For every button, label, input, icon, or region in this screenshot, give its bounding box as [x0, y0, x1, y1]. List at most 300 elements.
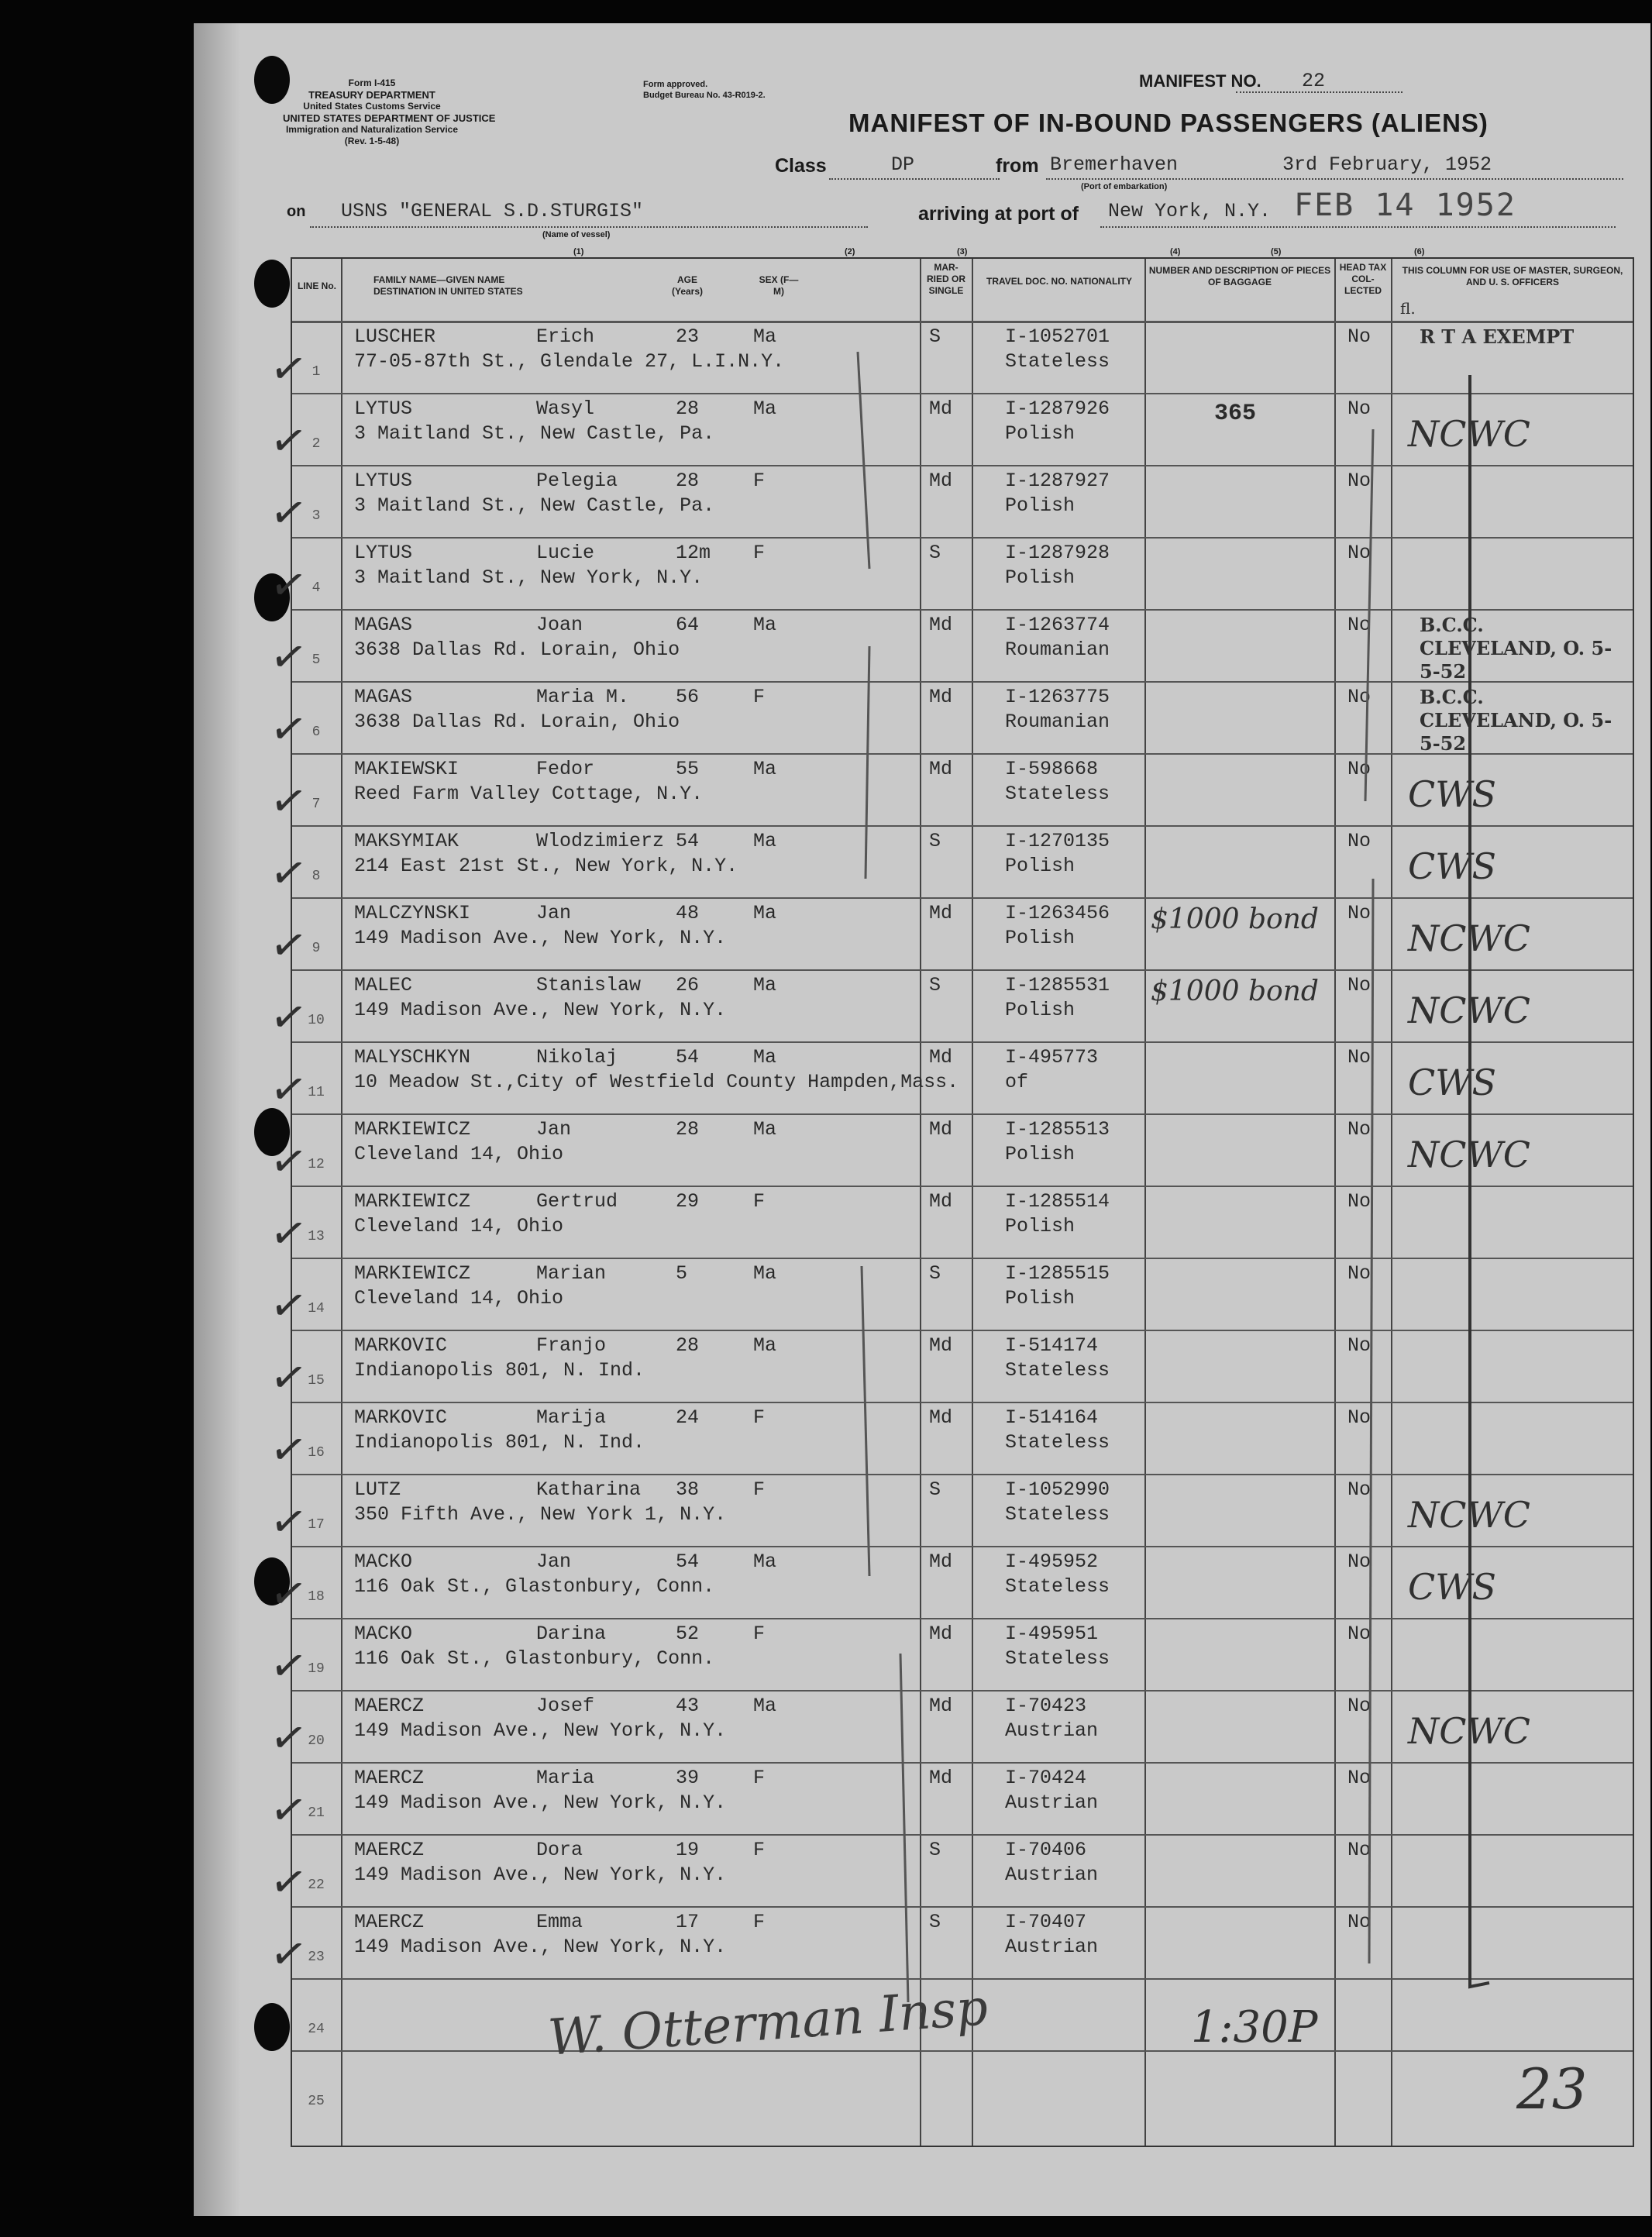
- nationality: Polish: [1005, 1143, 1076, 1165]
- row-divider: [292, 1978, 1633, 1980]
- sex: Ma: [753, 1550, 777, 1573]
- travel-doc-no: I-1287928: [1005, 542, 1110, 564]
- family-name: MACKO: [354, 1623, 413, 1645]
- line-number: 20: [308, 1733, 325, 1749]
- line-number: 1: [311, 364, 321, 380]
- table-row: [266, 825, 1633, 902]
- given-name: Jan: [536, 1550, 572, 1573]
- head-tax: No: [1347, 1262, 1372, 1285]
- line-number: 7: [311, 797, 321, 812]
- nationality: Stateless: [1005, 783, 1110, 805]
- family-name: LUSCHER: [354, 325, 436, 348]
- destination: 149 Madison Ave., New York, N.Y.: [354, 1864, 727, 1886]
- given-name: Darina: [536, 1623, 607, 1645]
- nationality: Stateless: [1005, 1647, 1110, 1670]
- head-tax: No: [1347, 686, 1372, 708]
- vessel-prefix: on: [287, 203, 306, 220]
- travel-doc-no: I-70423: [1005, 1695, 1087, 1717]
- check-mark-icon: ✓: [266, 1422, 311, 1478]
- sex: Ma: [753, 397, 777, 420]
- check-mark-icon: ✓: [266, 989, 311, 1046]
- row-divider: [292, 681, 1633, 683]
- from-line: [1046, 178, 1623, 180]
- marital-status: S: [929, 1262, 941, 1285]
- row-divider: [292, 537, 1633, 539]
- check-mark-icon: ✓: [266, 341, 311, 397]
- travel-doc-no: I-1052701: [1005, 325, 1110, 348]
- family-name: MAGAS: [354, 614, 413, 636]
- arriving-label: arriving at port of: [918, 203, 1079, 225]
- head-tax: No: [1347, 1118, 1372, 1141]
- marital-status: Md: [929, 1623, 953, 1645]
- sex: F: [753, 1623, 766, 1645]
- nationality: Austrian: [1005, 1791, 1099, 1814]
- line-number: 17: [308, 1517, 325, 1533]
- head-tax: No: [1347, 542, 1372, 564]
- head-tax: No: [1347, 902, 1372, 924]
- check-mark-icon: ✓: [266, 413, 311, 470]
- check-mark-icon: ✓: [266, 773, 311, 830]
- destination: 77-05-87th St., Glendale 27, L.I.N.Y.: [354, 350, 785, 373]
- col-num-4: (4): [1170, 247, 1181, 256]
- nationality: Stateless: [1005, 1575, 1110, 1598]
- travel-doc-no: I-1270135: [1005, 830, 1110, 852]
- given-name: Wasyl: [536, 397, 595, 420]
- nationality: Polish: [1005, 1287, 1076, 1310]
- line-number: 16: [308, 1445, 325, 1461]
- row-divider: [292, 1546, 1633, 1547]
- form-number: Form I-415: [348, 77, 396, 88]
- marital-status: Md: [929, 902, 953, 924]
- destination: 3638 Dallas Rd. Lorain, Ohio: [354, 638, 680, 661]
- given-name: Dora: [536, 1839, 583, 1861]
- row-divider: [292, 609, 1633, 611]
- passenger-table: [266, 257, 1634, 2147]
- vessel-name: USNS "GENERAL S.D.STURGIS": [341, 200, 644, 222]
- travel-doc-no: I-1287926: [1005, 397, 1110, 420]
- marital-status: Md: [929, 758, 953, 780]
- table-row: [266, 1402, 1633, 1478]
- nationality: Stateless: [1005, 350, 1110, 373]
- destination: 3638 Dallas Rd. Lorain, Ohio: [354, 711, 680, 733]
- embarkation-port: Bremerhaven: [1050, 153, 1179, 176]
- ins-service: Immigration and Naturalization Service: [285, 124, 459, 135]
- check-mark-icon: ✓: [266, 485, 311, 542]
- table-row: [266, 1618, 1633, 1695]
- table-row: [266, 393, 1633, 470]
- marital-status: S: [929, 1478, 941, 1501]
- given-name: Jan: [536, 1118, 572, 1141]
- destination: 149 Madison Ave., New York, N.Y.: [354, 1936, 727, 1958]
- officer-annotation: NCWC: [1408, 1710, 1530, 1752]
- sex: Ma: [753, 1118, 777, 1141]
- family-name: LUTZ: [354, 1478, 401, 1501]
- travel-doc-no: I-495773: [1005, 1046, 1099, 1069]
- marital-status: Md: [929, 1190, 953, 1213]
- travel-doc-no: I-70424: [1005, 1767, 1087, 1789]
- age: 24: [676, 1406, 700, 1429]
- age: 54: [676, 830, 700, 852]
- family-name: MARKIEWICZ: [354, 1118, 471, 1141]
- destination: 350 Fifth Ave., New York 1, N.Y.: [354, 1503, 727, 1526]
- line-number: 13: [308, 1229, 325, 1244]
- table-row: [266, 1546, 1633, 1623]
- travel-doc-no: I-1287927: [1005, 470, 1110, 492]
- row-divider: [292, 1258, 1633, 1259]
- given-name: Marija: [536, 1406, 607, 1429]
- treasury-department: TREASURY DEPARTMENT: [308, 89, 435, 101]
- embarkation-date: 3rd February, 1952: [1282, 153, 1492, 176]
- line-number: 3: [311, 508, 321, 524]
- manifest-sheet: [194, 23, 1650, 2216]
- marital-status: Md: [929, 1334, 953, 1357]
- row-divider: [292, 465, 1633, 466]
- table-row: [266, 321, 1633, 397]
- destination: Cleveland 14, Ohio: [354, 1143, 564, 1165]
- head-tax: No: [1347, 758, 1372, 780]
- row-divider: [292, 1618, 1633, 1619]
- travel-doc-no: I-1285515: [1005, 1262, 1110, 1285]
- nationality: Polish: [1005, 422, 1076, 445]
- nationality: of: [1005, 1071, 1029, 1093]
- col-header-baggage: NUMBER AND DESCRIPTION OF PIECES OF BAGGAGE: [1148, 265, 1331, 287]
- class-label: Class: [775, 155, 827, 177]
- embarkation-caption: (Port of embarkation): [1081, 182, 1168, 191]
- family-name: MAKSYMIAK: [354, 830, 459, 852]
- nationality: Stateless: [1005, 1359, 1110, 1382]
- travel-doc-no: I-598668: [1005, 758, 1099, 780]
- given-name: Fedor: [536, 758, 595, 780]
- form-block: [283, 77, 496, 147]
- head-tax: No: [1347, 1478, 1372, 1501]
- line-number: 8: [311, 869, 321, 884]
- officer-annotation: CWS: [1408, 1062, 1496, 1103]
- given-name: Lucie: [536, 542, 595, 564]
- given-name: Erich: [536, 325, 595, 348]
- given-name: Jan: [536, 902, 572, 924]
- destination: 149 Madison Ave., New York, N.Y.: [354, 999, 727, 1021]
- check-mark-icon: ✓: [266, 1278, 311, 1334]
- row-divider: [292, 393, 1633, 394]
- sex: F: [753, 1478, 766, 1501]
- table-row: [266, 1330, 1633, 1406]
- line-number: 25: [308, 2094, 325, 2109]
- nationality: Polish: [1005, 927, 1076, 949]
- col-header-headtax: HEAD TAX COL- LECTED: [1339, 262, 1387, 296]
- sex: F: [753, 470, 766, 492]
- col-header-name: FAMILY NAME—GIVEN NAME DESTINATION IN UNITED STATES: [373, 274, 523, 297]
- age: 17: [676, 1911, 700, 1933]
- destination: Reed Farm Valley Cottage, N.Y.: [354, 783, 704, 805]
- age: 28: [676, 1118, 700, 1141]
- marital-status: Md: [929, 1118, 953, 1141]
- destination: 116 Oak St., Glastonbury, Conn.: [354, 1647, 715, 1670]
- family-name: MARKOVIC: [354, 1334, 448, 1357]
- row-divider: [292, 825, 1633, 827]
- officer-annotation: B.C.C. CLEVELAND, O. 5-5-52: [1420, 686, 1612, 755]
- given-name: Franjo: [536, 1334, 607, 1357]
- sex: Ma: [753, 614, 777, 636]
- age: 28: [676, 470, 700, 492]
- destination: 116 Oak St., Glastonbury, Conn.: [354, 1575, 715, 1598]
- travel-doc-no: I-1285513: [1005, 1118, 1110, 1141]
- sex: Ma: [753, 758, 777, 780]
- line-number: 24: [308, 2022, 325, 2037]
- check-mark-icon: ✓: [266, 1206, 311, 1262]
- marital-status: Md: [929, 1695, 953, 1717]
- officer-annotation: NCWC: [1408, 1134, 1530, 1175]
- approval-line2: Budget Bureau No. 43-R019-2.: [643, 91, 766, 100]
- table-row: [266, 1834, 1633, 1911]
- row-divider: [292, 1834, 1633, 1836]
- check-mark-icon: ✓: [266, 1638, 311, 1695]
- col-header-married: MAR- RIED OR SINGLE: [926, 262, 965, 296]
- officer-annotation: NCWC: [1408, 413, 1530, 455]
- marital-status: Md: [929, 1046, 953, 1069]
- table-row: [266, 1690, 1633, 1767]
- head-tax: No: [1347, 1334, 1372, 1357]
- sex: F: [753, 1190, 766, 1213]
- head-tax: No: [1347, 1190, 1372, 1213]
- line-number: 19: [308, 1661, 325, 1677]
- family-name: LYTUS: [354, 397, 413, 420]
- travel-doc-no: I-1263775: [1005, 686, 1110, 708]
- row-divider: [292, 1186, 1633, 1187]
- arriving-line: [1100, 226, 1616, 228]
- col-header-travel: TRAVEL DOC. NO. NATIONALITY: [986, 276, 1132, 287]
- row-divider: [292, 753, 1633, 755]
- age: 26: [676, 974, 700, 996]
- head-tax: No: [1347, 1839, 1372, 1861]
- age: 54: [676, 1550, 700, 1573]
- officer-annotation: NCWC: [1408, 1494, 1530, 1536]
- passenger-count: 23: [1516, 2056, 1588, 2122]
- table-row: [266, 1258, 1633, 1334]
- destination: 3 Maitland St., New Castle, Pa.: [354, 494, 715, 517]
- customs-service: United States Customs Service: [303, 101, 441, 112]
- punch-hole: [254, 260, 290, 308]
- approval-line1: Form approved.: [643, 80, 708, 89]
- nationality: Stateless: [1005, 1503, 1110, 1526]
- age: 52: [676, 1623, 700, 1645]
- age: 28: [676, 1334, 700, 1357]
- vessel-line: [310, 226, 868, 228]
- age: 29: [676, 1190, 700, 1213]
- officer-annotation: CWS: [1408, 773, 1496, 815]
- head-tax: No: [1347, 1406, 1372, 1429]
- line-number: 14: [308, 1301, 325, 1316]
- arrival-stamp: FEB 14 1952: [1294, 188, 1516, 223]
- head-tax: No: [1347, 1695, 1372, 1717]
- age: 28: [676, 397, 700, 420]
- travel-doc-no: I-495951: [1005, 1623, 1099, 1645]
- officer-annotation: CWS: [1408, 845, 1496, 887]
- given-name: Marian: [536, 1262, 607, 1285]
- head-tax: No: [1347, 470, 1372, 492]
- destination: Indianopolis 801, N. Ind.: [354, 1359, 645, 1382]
- line-number: 22: [308, 1877, 325, 1893]
- page-title: MANIFEST OF IN-BOUND PASSENGERS (ALIENS): [848, 108, 1489, 137]
- check-mark-icon: ✓: [266, 1566, 311, 1623]
- nationality: Austrian: [1005, 1936, 1099, 1958]
- travel-doc-no: I-1285514: [1005, 1190, 1110, 1213]
- marital-status: Md: [929, 1550, 953, 1573]
- row-divider: [292, 969, 1633, 971]
- sex: Ma: [753, 325, 777, 348]
- family-name: MALCZYNSKI: [354, 902, 471, 924]
- manifest-no-value: 22: [1302, 70, 1326, 92]
- row-divider: [292, 1113, 1633, 1115]
- line-number: 2: [311, 436, 321, 452]
- age: 19: [676, 1839, 700, 1861]
- marital-status: S: [929, 830, 941, 852]
- nationality: Austrian: [1005, 1864, 1099, 1886]
- travel-doc-no: I-1263456: [1005, 902, 1110, 924]
- baggage: 365: [1214, 401, 1257, 427]
- nationality: Roumanian: [1005, 638, 1110, 661]
- line-number: 4: [311, 580, 321, 596]
- family-name: MAERCZ: [354, 1767, 425, 1789]
- row-divider: [292, 1474, 1633, 1475]
- family-name: MALEC: [354, 974, 413, 996]
- table-row: [266, 1041, 1633, 1118]
- given-name: Maria M.: [536, 686, 630, 708]
- check-mark-icon: ✓: [266, 1926, 311, 1983]
- check-mark-icon: ✓: [266, 701, 311, 758]
- destination: Cleveland 14, Ohio: [354, 1215, 564, 1237]
- given-name: Wlodzimierz: [536, 830, 665, 852]
- marital-status: Md: [929, 1767, 953, 1789]
- family-name: LYTUS: [354, 542, 413, 564]
- table-row: [266, 465, 1633, 542]
- nationality: Polish: [1005, 999, 1076, 1021]
- marital-status: Md: [929, 686, 953, 708]
- family-name: MAERCZ: [354, 1911, 425, 1933]
- family-name: MAGAS: [354, 686, 413, 708]
- family-name: MARKIEWICZ: [354, 1262, 471, 1285]
- marital-status: S: [929, 1839, 941, 1861]
- marital-status: Md: [929, 397, 953, 420]
- col-num-3: (3): [957, 247, 968, 256]
- table-row: [266, 681, 1633, 758]
- baggage: $1000 bond: [1151, 903, 1319, 935]
- col-num-1: (1): [573, 247, 584, 256]
- sex: Ma: [753, 1262, 777, 1285]
- given-name: Gertrud: [536, 1190, 618, 1213]
- officer-note: fl.: [1400, 299, 1416, 318]
- officer-annotation: R T A EXEMPT: [1420, 325, 1575, 348]
- table-row: [266, 753, 1633, 830]
- class-value: DP: [891, 153, 915, 176]
- sex: Ma: [753, 902, 777, 924]
- line-number: 5: [311, 652, 321, 668]
- punch-hole: [254, 2003, 290, 2051]
- travel-doc-no: I-514174: [1005, 1334, 1099, 1357]
- table-row: [266, 537, 1633, 614]
- row-divider: [292, 897, 1633, 899]
- line-number: 18: [308, 1589, 325, 1605]
- sex: Ma: [753, 830, 777, 852]
- family-name: MARKOVIC: [354, 1406, 448, 1429]
- age: 54: [676, 1046, 700, 1069]
- table-row: [266, 1762, 1633, 1839]
- nationality: Polish: [1005, 494, 1076, 517]
- travel-doc-no: I-1052990: [1005, 1478, 1110, 1501]
- officer-annotation: CWS: [1408, 1566, 1496, 1608]
- sex: F: [753, 686, 766, 708]
- sex: Ma: [753, 1046, 777, 1069]
- check-mark-icon: ✓: [266, 557, 311, 614]
- marital-status: Md: [929, 1406, 953, 1429]
- age: 43: [676, 1695, 700, 1717]
- destination: 214 East 21st St., New York, N.Y.: [354, 855, 738, 877]
- given-name: Katharina: [536, 1478, 642, 1501]
- head-tax: No: [1347, 397, 1372, 420]
- col-header-line-no: LINE No.: [298, 280, 336, 291]
- age: 39: [676, 1767, 700, 1789]
- age: 38: [676, 1478, 700, 1501]
- col-num-2: (2): [845, 247, 855, 256]
- age: 64: [676, 614, 700, 636]
- table-row: [266, 1113, 1633, 1190]
- age: 55: [676, 758, 700, 780]
- head-tax: No: [1347, 1911, 1372, 1933]
- check-mark-icon: ✓: [266, 1134, 311, 1190]
- form-revision: (Rev. 1-5-48): [344, 136, 400, 146]
- destination: 3 Maitland St., New York, N.Y.: [354, 566, 704, 589]
- line-number: 11: [308, 1085, 325, 1100]
- nationality: Austrian: [1005, 1719, 1099, 1742]
- nationality: Polish: [1005, 855, 1076, 877]
- signature-time: 1:30P: [1191, 2002, 1318, 2053]
- table-row: [266, 1186, 1633, 1262]
- age: 12m: [676, 542, 711, 564]
- sex: Ma: [753, 974, 777, 996]
- nationality: Polish: [1005, 1215, 1076, 1237]
- from-label: from: [996, 155, 1039, 177]
- marital-status: S: [929, 325, 941, 348]
- row-divider: [292, 1041, 1633, 1043]
- travel-doc-no: I-70407: [1005, 1911, 1087, 1933]
- head-tax: No: [1347, 1550, 1372, 1573]
- sex: F: [753, 1767, 766, 1789]
- head-tax: No: [1347, 1046, 1372, 1069]
- table-row: [266, 1474, 1633, 1550]
- destination: 10 Meadow St.,City of Westfield County Hampden,Mass.: [354, 1071, 959, 1093]
- head-tax: No: [1347, 614, 1372, 636]
- sex: F: [753, 1911, 766, 1933]
- nationality: Roumanian: [1005, 711, 1110, 733]
- col-header-age: AGE (Years): [671, 274, 704, 297]
- officer-annotation: NCWC: [1408, 989, 1530, 1031]
- row-divider: [292, 1330, 1633, 1331]
- row-divider: [292, 1762, 1633, 1764]
- age: 56: [676, 686, 700, 708]
- travel-doc-no: I-70406: [1005, 1839, 1087, 1861]
- destination: 149 Madison Ave., New York, N.Y.: [354, 1719, 727, 1742]
- family-name: MARKIEWICZ: [354, 1190, 471, 1213]
- sex: Ma: [753, 1695, 777, 1717]
- check-mark-icon: ✓: [266, 1062, 311, 1118]
- line-number: 12: [308, 1157, 325, 1172]
- family-name: MALYSCHKYN: [354, 1046, 471, 1069]
- check-mark-icon: ✓: [266, 1350, 311, 1406]
- table-row: [266, 1906, 1633, 1983]
- family-name: MAKIEWSKI: [354, 758, 459, 780]
- check-mark-icon: ✓: [266, 1854, 311, 1911]
- row-divider: [292, 1402, 1633, 1403]
- given-name: Stanislaw: [536, 974, 642, 996]
